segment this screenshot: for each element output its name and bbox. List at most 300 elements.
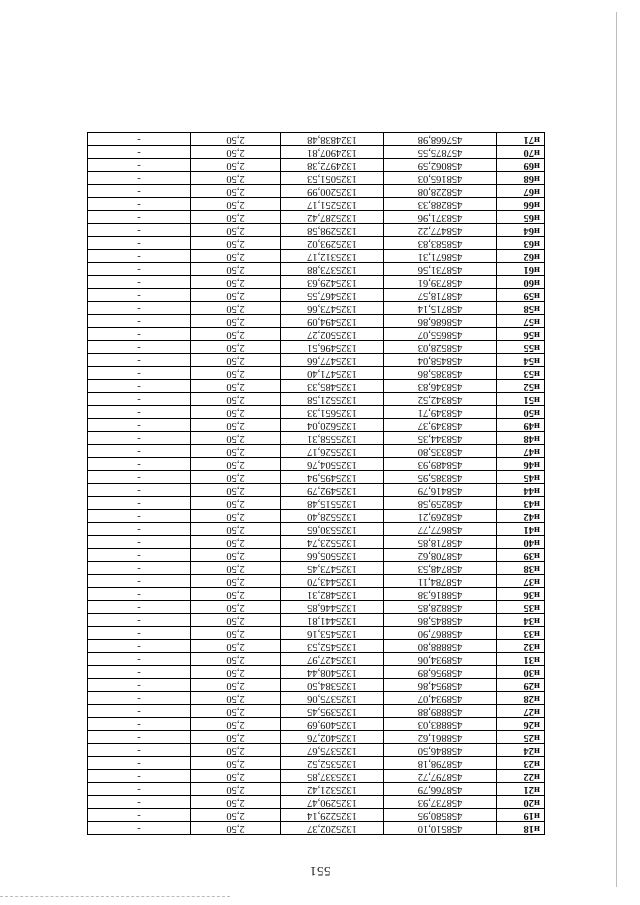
point-name-cell: н58 <box>497 302 545 315</box>
y-coordinate-cell: 1325485,33 <box>281 380 384 393</box>
point-name-cell: н28 <box>497 692 545 705</box>
accuracy-cell: 2,50 <box>191 380 281 393</box>
accuracy-cell: 2,50 <box>191 809 281 822</box>
note-cell: - <box>88 705 191 718</box>
y-coordinate-cell: 1325337,85 <box>281 770 384 783</box>
table-row <box>88 770 545 783</box>
y-coordinate-cell: 1325321,42 <box>281 783 384 796</box>
x-coordinate-cell: 458845,86 <box>384 614 497 627</box>
note-cell: - <box>88 289 191 302</box>
x-coordinate-cell: 458718,85 <box>384 536 497 549</box>
table-row <box>88 211 545 224</box>
table-row <box>88 133 545 146</box>
point-name-cell: н69 <box>497 159 545 172</box>
note-cell: - <box>88 484 191 497</box>
x-coordinate-cell: 458062,59 <box>384 159 497 172</box>
x-coordinate-cell: 458510,10 <box>384 822 497 835</box>
x-coordinate-cell: 458797,72 <box>384 770 497 783</box>
accuracy-cell: 2,50 <box>191 341 281 354</box>
point-name-cell: н62 <box>497 250 545 263</box>
table-row <box>88 471 545 484</box>
table-row <box>88 289 545 302</box>
table-row <box>88 744 545 757</box>
accuracy-cell: 2,50 <box>191 445 281 458</box>
point-name-cell: н20 <box>497 796 545 809</box>
x-coordinate-cell: 458737,93 <box>384 796 497 809</box>
note-cell: - <box>88 224 191 237</box>
point-name-cell: н18 <box>497 822 545 835</box>
accuracy-cell: 2,50 <box>191 536 281 549</box>
point-name-cell: н57 <box>497 315 545 328</box>
y-coordinate-cell: 1325375,67 <box>281 744 384 757</box>
note-cell: - <box>88 211 191 224</box>
y-coordinate-cell: 1325523,74 <box>281 536 384 549</box>
accuracy-cell: 2,50 <box>191 159 281 172</box>
point-name-cell: н19 <box>497 809 545 822</box>
table-row <box>88 380 545 393</box>
table-row <box>88 172 545 185</box>
table-row <box>88 328 545 341</box>
x-coordinate-cell: 458385,86 <box>384 367 497 380</box>
y-coordinate-cell: 1325408,44 <box>281 666 384 679</box>
y-coordinate-cell: 1325495,94 <box>281 471 384 484</box>
x-coordinate-cell: 458346,83 <box>384 380 497 393</box>
accuracy-cell: 2,50 <box>191 627 281 640</box>
accuracy-cell: 2,50 <box>191 718 281 731</box>
point-name-cell: н27 <box>497 705 545 718</box>
accuracy-cell: 2,50 <box>191 276 281 289</box>
point-name-cell: н34 <box>497 614 545 627</box>
y-coordinate-cell: 1324907,81 <box>281 146 384 159</box>
x-coordinate-cell: 458342,52 <box>384 393 497 406</box>
note-cell: - <box>88 380 191 393</box>
note-cell: - <box>88 770 191 783</box>
note-cell: - <box>88 302 191 315</box>
y-coordinate-cell: 1325051,53 <box>281 172 384 185</box>
point-name-cell: н56 <box>497 328 545 341</box>
point-name-cell: н60 <box>497 276 545 289</box>
note-cell: - <box>88 367 191 380</box>
table-row <box>88 614 545 627</box>
table-row <box>88 159 545 172</box>
accuracy-cell: 2,50 <box>191 263 281 276</box>
point-name-cell: н23 <box>497 757 545 770</box>
x-coordinate-cell: 458489,93 <box>384 458 497 471</box>
point-name-cell: н24 <box>497 744 545 757</box>
note-cell: - <box>88 419 191 432</box>
y-coordinate-cell: 1325373,88 <box>281 263 384 276</box>
y-coordinate-cell: 1325504,76 <box>281 458 384 471</box>
x-coordinate-cell: 458934,06 <box>384 653 497 666</box>
accuracy-cell: 2,50 <box>191 237 281 250</box>
y-coordinate-cell: 1325515,48 <box>281 497 384 510</box>
point-name-cell: н52 <box>497 380 545 393</box>
note-cell: - <box>88 783 191 796</box>
table-row <box>88 445 545 458</box>
x-coordinate-cell: 457668,98 <box>384 133 497 146</box>
y-coordinate-cell: 1325473,45 <box>281 562 384 575</box>
note-cell: - <box>88 666 191 679</box>
point-name-cell: н70 <box>497 146 545 159</box>
point-name-cell: н26 <box>497 718 545 731</box>
table-row <box>88 224 545 237</box>
accuracy-cell: 2,50 <box>191 432 281 445</box>
accuracy-cell: 2,50 <box>191 484 281 497</box>
accuracy-cell: 2,50 <box>191 185 281 198</box>
point-name-cell: н41 <box>497 523 545 536</box>
accuracy-cell: 2,50 <box>191 198 281 211</box>
y-coordinate-cell: 1325287,42 <box>281 211 384 224</box>
y-coordinate-cell: 1325502,27 <box>281 328 384 341</box>
note-cell: - <box>88 133 191 146</box>
point-name-cell: н38 <box>497 562 545 575</box>
x-coordinate-cell: 458934,07 <box>384 692 497 705</box>
point-name-cell: н65 <box>497 211 545 224</box>
note-cell: - <box>88 341 191 354</box>
accuracy-cell: 2,50 <box>191 146 281 159</box>
accuracy-cell: 2,50 <box>191 354 281 367</box>
table-row <box>88 549 545 562</box>
table-row <box>88 497 545 510</box>
table-row <box>88 341 545 354</box>
table-row <box>88 562 545 575</box>
accuracy-cell: 2,50 <box>191 666 281 679</box>
accuracy-cell: 2,50 <box>191 562 281 575</box>
y-coordinate-cell: 1325651,33 <box>281 406 384 419</box>
accuracy-cell: 2,50 <box>191 289 281 302</box>
point-name-cell: н71 <box>497 133 545 146</box>
note-cell: - <box>88 562 191 575</box>
note-cell: - <box>88 809 191 822</box>
table-row <box>88 458 545 471</box>
point-name-cell: н22 <box>497 770 545 783</box>
y-coordinate-cell: 1325494,09 <box>281 315 384 328</box>
note-cell: - <box>88 575 191 588</box>
note-cell: - <box>88 406 191 419</box>
x-coordinate-cell: 458671,31 <box>384 250 497 263</box>
note-cell: - <box>88 536 191 549</box>
table-row <box>88 731 545 744</box>
point-name-cell: н37 <box>497 575 545 588</box>
y-coordinate-cell: 1325427,97 <box>281 653 384 666</box>
note-cell: - <box>88 718 191 731</box>
x-coordinate-cell: 458731,56 <box>384 263 497 276</box>
y-coordinate-cell: 1325471,40 <box>281 367 384 380</box>
accuracy-cell: 2,50 <box>191 588 281 601</box>
x-coordinate-cell: 458349,37 <box>384 419 497 432</box>
point-name-cell: н66 <box>497 198 545 211</box>
y-coordinate-cell: 1325443,70 <box>281 575 384 588</box>
y-coordinate-cell: 1325395,45 <box>281 705 384 718</box>
accuracy-cell: 2,50 <box>191 575 281 588</box>
y-coordinate-cell: 1325402,76 <box>281 731 384 744</box>
note-cell: - <box>88 549 191 562</box>
point-name-cell: н55 <box>497 341 545 354</box>
table-row <box>88 809 545 822</box>
y-coordinate-cell: 1325290,47 <box>281 796 384 809</box>
x-coordinate-cell: 458739,61 <box>384 276 497 289</box>
x-coordinate-cell: 458288,33 <box>384 198 497 211</box>
x-coordinate-cell: 458371,96 <box>384 211 497 224</box>
x-coordinate-cell: 458798,18 <box>384 757 497 770</box>
table-row <box>88 393 545 406</box>
accuracy-cell: 2,50 <box>191 601 281 614</box>
accuracy-cell: 2,50 <box>191 640 281 653</box>
y-coordinate-cell: 1325521,58 <box>281 393 384 406</box>
table-row <box>88 354 545 367</box>
y-coordinate-cell: 1324972,38 <box>281 159 384 172</box>
x-coordinate-cell: 458867,90 <box>384 627 497 640</box>
note-cell: - <box>88 627 191 640</box>
accuracy-cell: 2,50 <box>191 367 281 380</box>
table-row <box>88 822 545 835</box>
note-cell: - <box>88 796 191 809</box>
note-cell: - <box>88 510 191 523</box>
y-coordinate-cell: 1325298,58 <box>281 224 384 237</box>
note-cell: - <box>88 744 191 757</box>
table-row <box>88 510 545 523</box>
note-cell: - <box>88 458 191 471</box>
y-coordinate-cell: 1325496,51 <box>281 341 384 354</box>
note-cell: - <box>88 523 191 536</box>
note-cell: - <box>88 315 191 328</box>
accuracy-cell: 2,50 <box>191 614 281 627</box>
x-coordinate-cell: 458583,83 <box>384 237 497 250</box>
y-coordinate-cell: 1325441,81 <box>281 614 384 627</box>
table-row <box>88 705 545 718</box>
x-coordinate-cell: 458888,80 <box>384 640 497 653</box>
y-coordinate-cell: 1325528,40 <box>281 510 384 523</box>
y-coordinate-cell: 1325452,53 <box>281 640 384 653</box>
point-name-cell: н44 <box>497 484 545 497</box>
y-coordinate-cell: 1325409,69 <box>281 718 384 731</box>
y-coordinate-cell: 1325312,17 <box>281 250 384 263</box>
accuracy-cell: 2,50 <box>191 731 281 744</box>
accuracy-cell: 2,50 <box>191 692 281 705</box>
point-name-cell: н29 <box>497 679 545 692</box>
accuracy-cell: 2,50 <box>191 328 281 341</box>
accuracy-cell: 2,50 <box>191 705 281 718</box>
note-cell: - <box>88 185 191 198</box>
y-coordinate-cell: 1325229,14 <box>281 809 384 822</box>
note-cell: - <box>88 601 191 614</box>
x-coordinate-cell: 458883,03 <box>384 718 497 731</box>
y-coordinate-cell: 1325526,17 <box>281 445 384 458</box>
note-cell: - <box>88 276 191 289</box>
accuracy-cell: 2,50 <box>191 224 281 237</box>
table-row <box>88 627 545 640</box>
note-cell: - <box>88 146 191 159</box>
accuracy-cell: 2,50 <box>191 315 281 328</box>
accuracy-cell: 2,50 <box>191 497 281 510</box>
note-cell: - <box>88 679 191 692</box>
x-coordinate-cell: 458889,88 <box>384 705 497 718</box>
note-cell: - <box>88 692 191 705</box>
point-name-cell: н45 <box>497 471 545 484</box>
point-name-cell: н47 <box>497 445 545 458</box>
point-name-cell: н31 <box>497 653 545 666</box>
accuracy-cell: 2,50 <box>191 458 281 471</box>
y-coordinate-cell: 1325384,50 <box>281 679 384 692</box>
table-row <box>88 692 545 705</box>
x-coordinate-cell: 458708,62 <box>384 549 497 562</box>
x-coordinate-cell: 458528,03 <box>384 341 497 354</box>
note-cell: - <box>88 640 191 653</box>
x-coordinate-cell: 458718,57 <box>384 289 497 302</box>
point-name-cell: н35 <box>497 601 545 614</box>
table-row <box>88 315 545 328</box>
x-coordinate-cell: 458954,86 <box>384 679 497 692</box>
point-name-cell: н42 <box>497 510 545 523</box>
note-cell: - <box>88 250 191 263</box>
x-coordinate-cell: 458228,08 <box>384 185 497 198</box>
x-coordinate-cell: 458816,38 <box>384 588 497 601</box>
point-name-cell: н53 <box>497 367 545 380</box>
point-name-cell: н49 <box>497 419 545 432</box>
table-row <box>88 679 545 692</box>
table-row <box>88 575 545 588</box>
note-cell: - <box>88 653 191 666</box>
point-name-cell: н40 <box>497 536 545 549</box>
y-coordinate-cell: 1325429,63 <box>281 276 384 289</box>
y-coordinate-cell: 1325492,79 <box>281 484 384 497</box>
x-coordinate-cell: 458165,03 <box>384 172 497 185</box>
x-coordinate-cell: 458677,77 <box>384 523 497 536</box>
y-coordinate-cell: 1325200,99 <box>281 185 384 198</box>
note-cell: - <box>88 393 191 406</box>
note-cell: - <box>88 237 191 250</box>
note-cell: - <box>88 432 191 445</box>
point-name-cell: н25 <box>497 731 545 744</box>
x-coordinate-cell: 458335,80 <box>384 445 497 458</box>
table-row <box>88 146 545 159</box>
x-coordinate-cell: 458766,79 <box>384 783 497 796</box>
x-coordinate-cell: 458458,04 <box>384 354 497 367</box>
table-row <box>88 653 545 666</box>
y-coordinate-cell: 1325505,66 <box>281 549 384 562</box>
x-coordinate-cell: 458784,11 <box>384 575 497 588</box>
y-coordinate-cell: 1325482,31 <box>281 588 384 601</box>
accuracy-cell: 2,50 <box>191 770 281 783</box>
note-cell: - <box>88 172 191 185</box>
y-coordinate-cell: 1325467,55 <box>281 289 384 302</box>
point-name-cell: н50 <box>497 406 545 419</box>
table-row <box>88 796 545 809</box>
x-coordinate-cell: 458344,35 <box>384 432 497 445</box>
coordinates-table <box>87 132 545 835</box>
x-coordinate-cell: 458715,14 <box>384 302 497 315</box>
accuracy-cell: 2,50 <box>191 744 281 757</box>
accuracy-cell: 2,50 <box>191 406 281 419</box>
point-name-cell: н59 <box>497 289 545 302</box>
y-coordinate-cell: 1325293,02 <box>281 237 384 250</box>
x-coordinate-cell: 458477,22 <box>384 224 497 237</box>
accuracy-cell: 2,50 <box>191 302 281 315</box>
note-cell: - <box>88 354 191 367</box>
y-coordinate-cell: 1324838,48 <box>281 133 384 146</box>
note-cell: - <box>88 497 191 510</box>
point-name-cell: н32 <box>497 640 545 653</box>
accuracy-cell: 2,50 <box>191 549 281 562</box>
x-coordinate-cell: 458655,07 <box>384 328 497 341</box>
y-coordinate-cell: 1325251,17 <box>281 198 384 211</box>
point-name-cell: н39 <box>497 549 545 562</box>
y-coordinate-cell: 1325352,52 <box>281 757 384 770</box>
accuracy-cell: 2,50 <box>191 211 281 224</box>
note-cell: - <box>88 471 191 484</box>
table-row <box>88 198 545 211</box>
x-coordinate-cell: 458828,85 <box>384 601 497 614</box>
x-coordinate-cell: 458956,89 <box>384 666 497 679</box>
point-name-cell: н68 <box>497 172 545 185</box>
table-row <box>88 484 545 497</box>
y-coordinate-cell: 1325530,65 <box>281 523 384 536</box>
accuracy-cell: 2,50 <box>191 757 281 770</box>
accuracy-cell: 2,50 <box>191 250 281 263</box>
y-coordinate-cell: 1325620,04 <box>281 419 384 432</box>
page-number: 551 <box>309 864 331 879</box>
accuracy-cell: 2,50 <box>191 653 281 666</box>
point-name-cell: н67 <box>497 185 545 198</box>
x-coordinate-cell: 458259,58 <box>384 497 497 510</box>
table-row <box>88 250 545 263</box>
note-cell: - <box>88 328 191 341</box>
note-cell: - <box>88 757 191 770</box>
note-cell: - <box>88 731 191 744</box>
point-name-cell: н63 <box>497 237 545 250</box>
table-row <box>88 237 545 250</box>
accuracy-cell: 2,50 <box>191 133 281 146</box>
accuracy-cell: 2,50 <box>191 822 281 835</box>
accuracy-cell: 2,50 <box>191 172 281 185</box>
point-name-cell: н61 <box>497 263 545 276</box>
point-name-cell: н33 <box>497 627 545 640</box>
table-row <box>88 406 545 419</box>
x-coordinate-cell: 458580,95 <box>384 809 497 822</box>
table-row <box>88 302 545 315</box>
table-row <box>88 263 545 276</box>
point-name-cell: н36 <box>497 588 545 601</box>
note-cell: - <box>88 445 191 458</box>
table-row <box>88 536 545 549</box>
point-name-cell: н30 <box>497 666 545 679</box>
table-row <box>88 185 545 198</box>
table-row <box>88 523 545 536</box>
x-coordinate-cell: 458861,62 <box>384 731 497 744</box>
y-coordinate-cell: 1325202,37 <box>281 822 384 835</box>
table-row <box>88 419 545 432</box>
accuracy-cell: 2,50 <box>191 783 281 796</box>
x-coordinate-cell: 458349,71 <box>384 406 497 419</box>
x-coordinate-cell: 457875,55 <box>384 146 497 159</box>
x-coordinate-cell: 458269,21 <box>384 510 497 523</box>
y-coordinate-cell: 1325375,06 <box>281 692 384 705</box>
accuracy-cell: 2,50 <box>191 523 281 536</box>
accuracy-cell: 2,50 <box>191 471 281 484</box>
y-coordinate-cell: 1325453,16 <box>281 627 384 640</box>
accuracy-cell: 2,50 <box>191 679 281 692</box>
point-name-cell: н64 <box>497 224 545 237</box>
table-row <box>88 666 545 679</box>
point-name-cell: н48 <box>497 432 545 445</box>
y-coordinate-cell: 1325477,66 <box>281 354 384 367</box>
table-row <box>88 757 545 770</box>
accuracy-cell: 2,50 <box>191 419 281 432</box>
table-row <box>88 601 545 614</box>
point-name-cell: н51 <box>497 393 545 406</box>
point-name-cell: н46 <box>497 458 545 471</box>
y-coordinate-cell: 1325473,66 <box>281 302 384 315</box>
